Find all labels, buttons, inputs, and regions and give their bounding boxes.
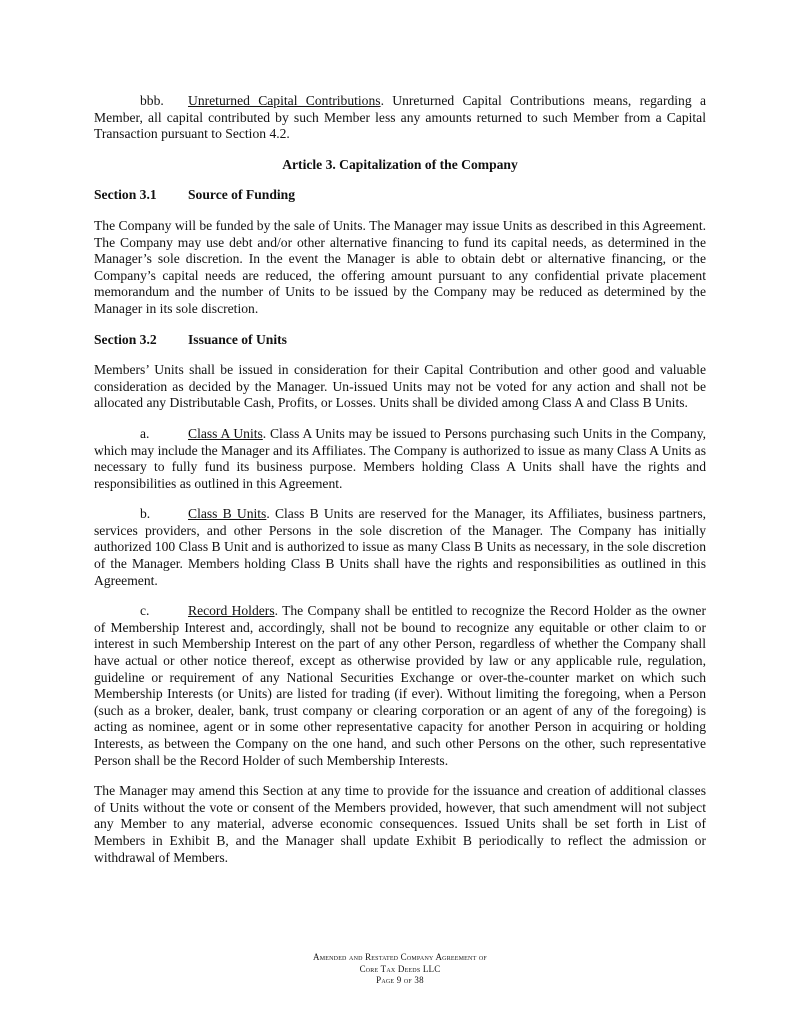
item-term: Class B Units <box>188 506 267 522</box>
section-title: Source of Funding <box>188 187 296 203</box>
footer-agreement-title: Amended and Restated Company Agreement of <box>313 952 487 962</box>
section-number: Section 3.2 <box>94 331 157 347</box>
closing-paragraph: The Manager may amend this Section at any time to provide for the issuance and creation of additional classes of Units without the vote or consent of the Members provided, however, that such amendment will not subject any Member to any material, adverse economic consequences. Issued Units shall be set forth in List of Members in Exhibit B, and the Manager shall update Exhibit B periodically to reflect the admission or withdrawal of Members. <box>94 783 706 865</box>
item-label: b. <box>140 506 151 522</box>
section-number: Section 3.1 <box>94 187 157 203</box>
item-b-class-b-units <box>94 506 706 589</box>
item-text: . Class B Units are reserved for the Manager, its Affiliates, business partners, services providers, and other Persons in the sole discretion of the Manager. The Company has initially authorized 100 Class B Unit and is authorized to issue as many Class B Units as necessary, in the sole discretion of the Manager. Members holding Class B Units shall have the rights and responsibilities as outlined in this Agreement. <box>94 506 707 588</box>
definition-term: Unreturned Capital Contributions <box>188 93 381 108</box>
article-title: Article 3. Capitalization of the Company <box>282 156 518 172</box>
footer-page-number: Page 9 of 38 <box>376 975 424 985</box>
item-text: . Class A Units may be issued to Persons purchasing such Units in the Company, which may include the Manager and its Affiliates. The Company is authorized to issue as many Class A Units as necessary to fully fund its business purpose. Members holding Class A Units shall have the rights and responsibilities as outlined in this Agreement. <box>94 425 707 491</box>
definition-label: bbb. <box>140 93 164 108</box>
section-3-1-heading <box>94 187 706 204</box>
item-a-class-a-units <box>94 426 706 492</box>
item-term: Record Holders <box>188 603 275 619</box>
item-c-record-holders <box>94 603 706 769</box>
section-3-2-body: Members’ Units shall be issued in consideration for their Capital Contribution and other good and valuable consideration as decided by the Manager. Un-issued Units may not be voted for any action and shall not be allocated any Distributable Cash, Profits, or Losses. Units shall be divided among Class A and Class B Units. <box>94 362 706 411</box>
definition-text: . Unreturned Capital Contributions means, regarding a Member, all capital contributed by such Member less any amounts returned to such Member from a Capital Transaction pursuant to Section 4.2. <box>94 93 706 142</box>
definition-bbb <box>94 93 706 143</box>
item-label: c. <box>140 603 150 619</box>
section-title: Issuance of Units <box>188 331 287 347</box>
section-3-1-body: The Company will be funded by the sale of Units. The Manager may issue Units as described in this Agreement. The Company may use debt and/or other alternative financing to fund its capital needs, as determined in the Manager’s sole discretion. In the event the Manager is able to obtain debt or alternative financing, or the Company’s capital needs are reduced, the offering amount pursuant to any confidential private placement memorandum and the number of Units to be issued by the Company may be reduced as determined by the Manager in its sole discretion. <box>94 217 706 316</box>
footer-company-name: Core Tax Deeds LLC <box>359 963 441 974</box>
item-term: Class A Units <box>188 425 263 441</box>
item-label: a. <box>140 425 150 441</box>
item-text: . The Company shall be entitled to recognize the Record Holder as the owner of Membership Interest and, accordingly, shall not be bound to recognize any equitable or other claim to or interest in such Membership Interest on the part of any other Person, regardless of whether the Company shall have actual or other notice thereof, except as otherwise provided by law or any applicable rule, regulation, guideline or requirement of any National Securities Exchange or over-the-counter market on which such Membership Interests (or Units) are listed for trading (if ever). Without limiting the foregoing, when a Person (such as a broker, dealer, bank, trust company or clearing corporation or an agent of any of the foregoing) is acting as nominee, agent or in some other representative capacity for another Person in acquiring or holding Interests, as between the Company on the one hand, and such other Persons on the other, such representative Person shall be the Record Holder of such Membership Interests. <box>94 603 706 768</box>
page-footer <box>0 952 800 987</box>
section-3-2-heading <box>94 332 706 349</box>
document-page <box>94 93 706 880</box>
